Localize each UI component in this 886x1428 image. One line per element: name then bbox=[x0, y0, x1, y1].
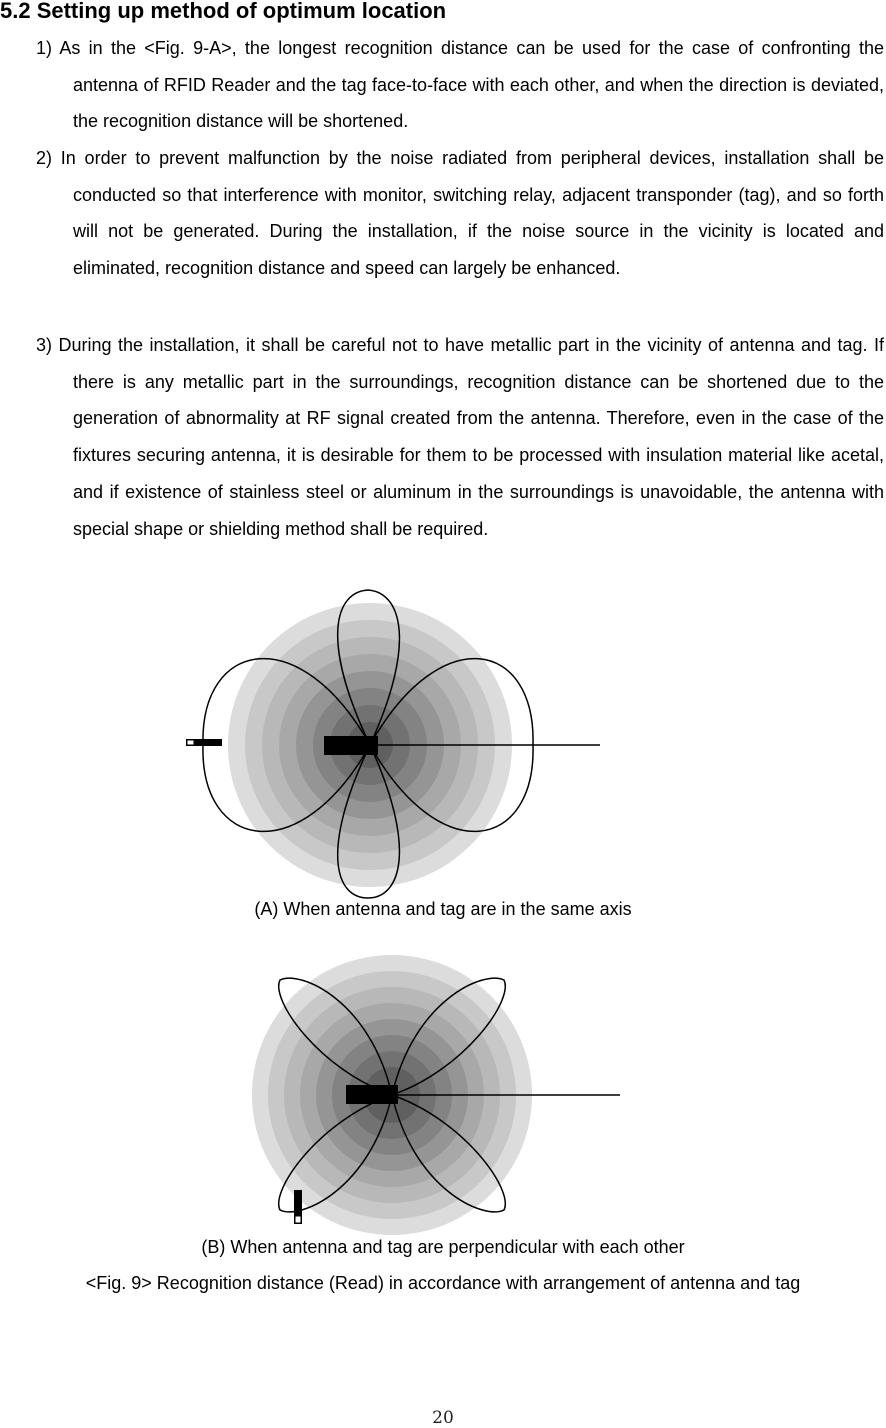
figure-title: <Fig. 9> Recognition distance (Read) in accordance with arrangement of antenna and tag bbox=[85, 1273, 801, 1293]
figure-b-antenna bbox=[346, 1085, 398, 1104]
list-item-2: 2) In order to prevent malfunction by the noise radiated from peripheral devices, installation shall be conducted so that interference with monitor, switching relay, adjacent transponder (tag), and so forth will not be generated. During the installation, if the noise source in the vicinity is located and eliminated, recognition distance and speed can largely be enhanced. bbox=[36, 148, 884, 279]
figure-b-diagram bbox=[0, 940, 886, 1240]
figure-b-tag-chip bbox=[295, 1216, 301, 1223]
page-number: 20 bbox=[432, 1408, 454, 1428]
section-heading: 5.2 Setting up method of optimum location bbox=[0, 0, 447, 23]
figure-a-caption: (A) When antenna and tag are in the same axis bbox=[254, 899, 632, 919]
figure-a-tag-chip bbox=[187, 740, 194, 745]
list-item-3: 3) During the installation, it shall be careful not to have metallic part in the vicinity of antenna and tag. If there is any metallic part in the surroundings, recognition distance can be shortened due to the generation of abnormality at RF signal created from the antenna. Therefore, even in the case of the fixtures securing antenna, it is desirable for them to be processed with insulation material like acetal, and if existence of stainless steel or aluminum in the surroundings is unavoidable, the antenna with special shape or shielding method shall be required. bbox=[36, 335, 884, 539]
list-item-1: 1) As in the <Fig. 9-A>, the longest recognition distance can be used for the case of confronting the antenna of RFID Reader and the tag face-to-face with each other, and when the direction is deviated, the recognition distance will be shortened. bbox=[36, 38, 884, 132]
figure-a-diagram bbox=[0, 580, 886, 900]
figure-a-antenna bbox=[324, 736, 378, 755]
figure-b-caption: (B) When antenna and tag are perpendicular with each other bbox=[201, 1237, 685, 1257]
